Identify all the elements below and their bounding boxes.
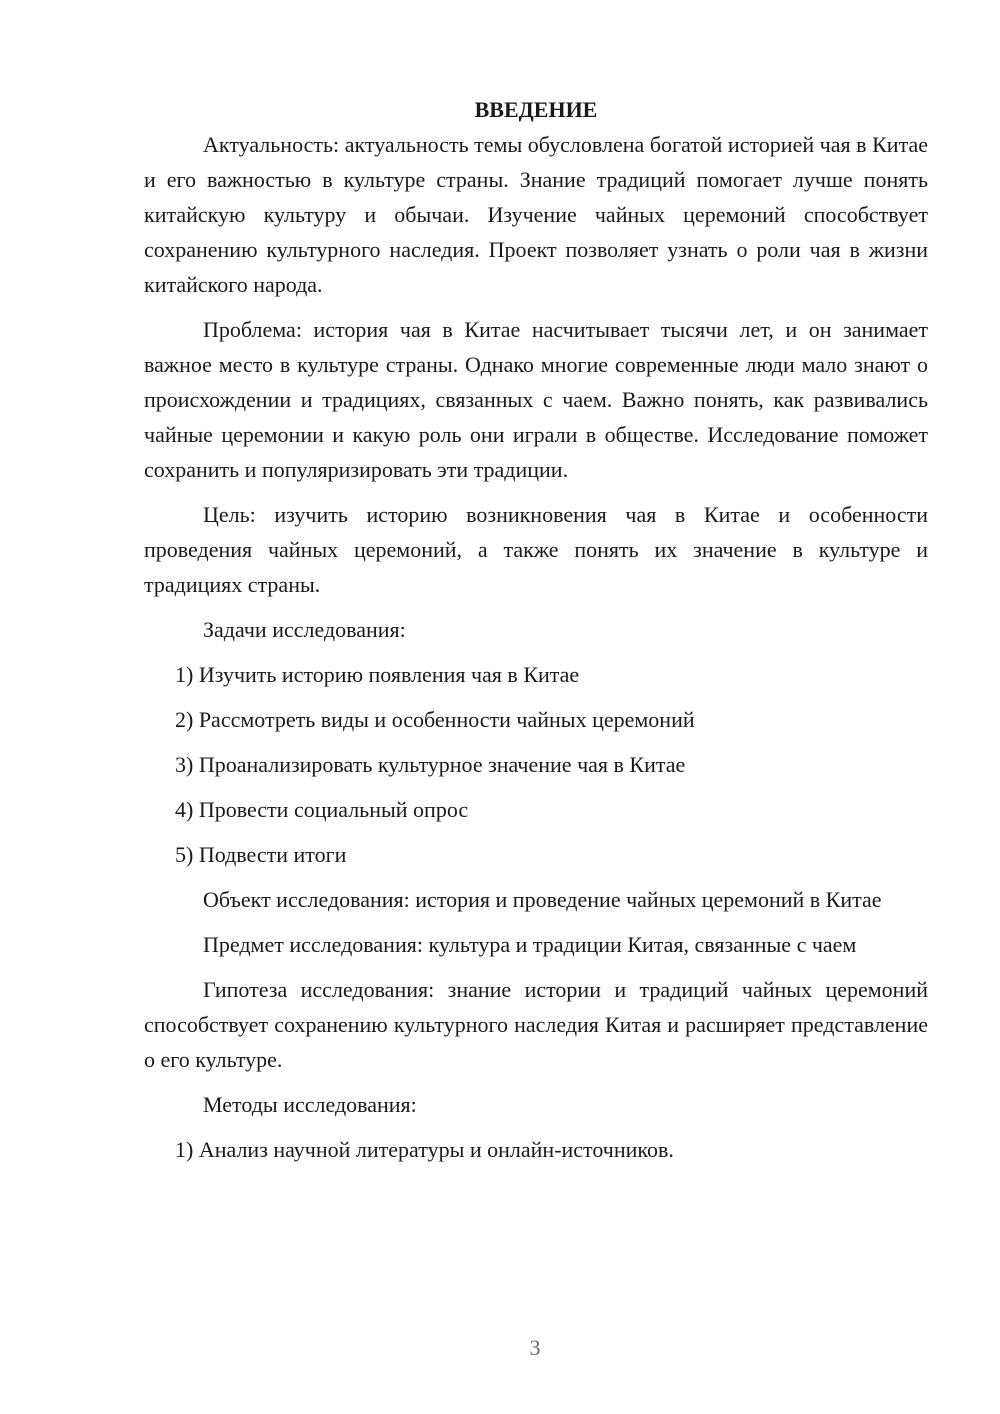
paragraph-object: Объект исследования: история и проведение чайных церемоний в Китае — [203, 887, 882, 912]
methods-label: Методы исследования: — [203, 1092, 417, 1117]
list-item: 5) Подвести итоги — [175, 842, 347, 867]
paragraph-relevance: Актуальность: актуальность темы обусловлена богатой историей чая в Китае и его важностью в культуре страны. Знание традиций помогает лучше понять китайскую культуру и обычаи. Изучение чайных церемоний способствует сохранению культурного наследия. Проект позволяет узнать о роли чая в жизни китайского народа. — [144, 132, 928, 297]
list-item: 2) Рассмотреть виды и особенности чайных церемоний — [175, 707, 695, 732]
paragraph-hypothesis: Гипотеза исследования: знание истории и традиций чайных церемоний способствует сохранению культурного наследия Китая и расширяет представление о его культуре. — [144, 977, 928, 1072]
list-item: 1) Изучить историю появления чая в Китае — [175, 662, 580, 687]
tasks-list — [144, 657, 928, 872]
list-item: 1) Анализ научной литературы и онлайн-источников. — [175, 1137, 674, 1162]
document-page — [144, 92, 928, 1177]
paragraph-goal: Цель: изучить историю возникновения чая в Китае и особенности проведения чайных церемоний, а также понять их значение в культуре и традициях страны. — [144, 502, 928, 597]
list-item: 4) Провести социальный опрос — [175, 797, 469, 822]
page-title: ВВЕДЕНИЕ — [474, 97, 598, 122]
list-item: 3) Проанализировать культурное значение чая в Китае — [175, 752, 686, 777]
methods-list — [144, 1132, 928, 1167]
tasks-label: Задачи исследования: — [203, 617, 406, 642]
paragraph-problem: Проблема: история чая в Китае насчитывает тысячи лет, и он занимает важное место в культуре страны. Однако многие современные люди мало знают о происхождении и традициях, связанных с чаем. Важно понять, как развивались чайные церемонии и какую роль они играли в обществе. Исследование поможет сохранить и популяризировать эти традиции. — [144, 317, 928, 482]
paragraph-subject: Предмет исследования: культура и традиции Китая, связанные с чаем — [203, 932, 857, 957]
page-number: 3 — [529, 1335, 541, 1360]
